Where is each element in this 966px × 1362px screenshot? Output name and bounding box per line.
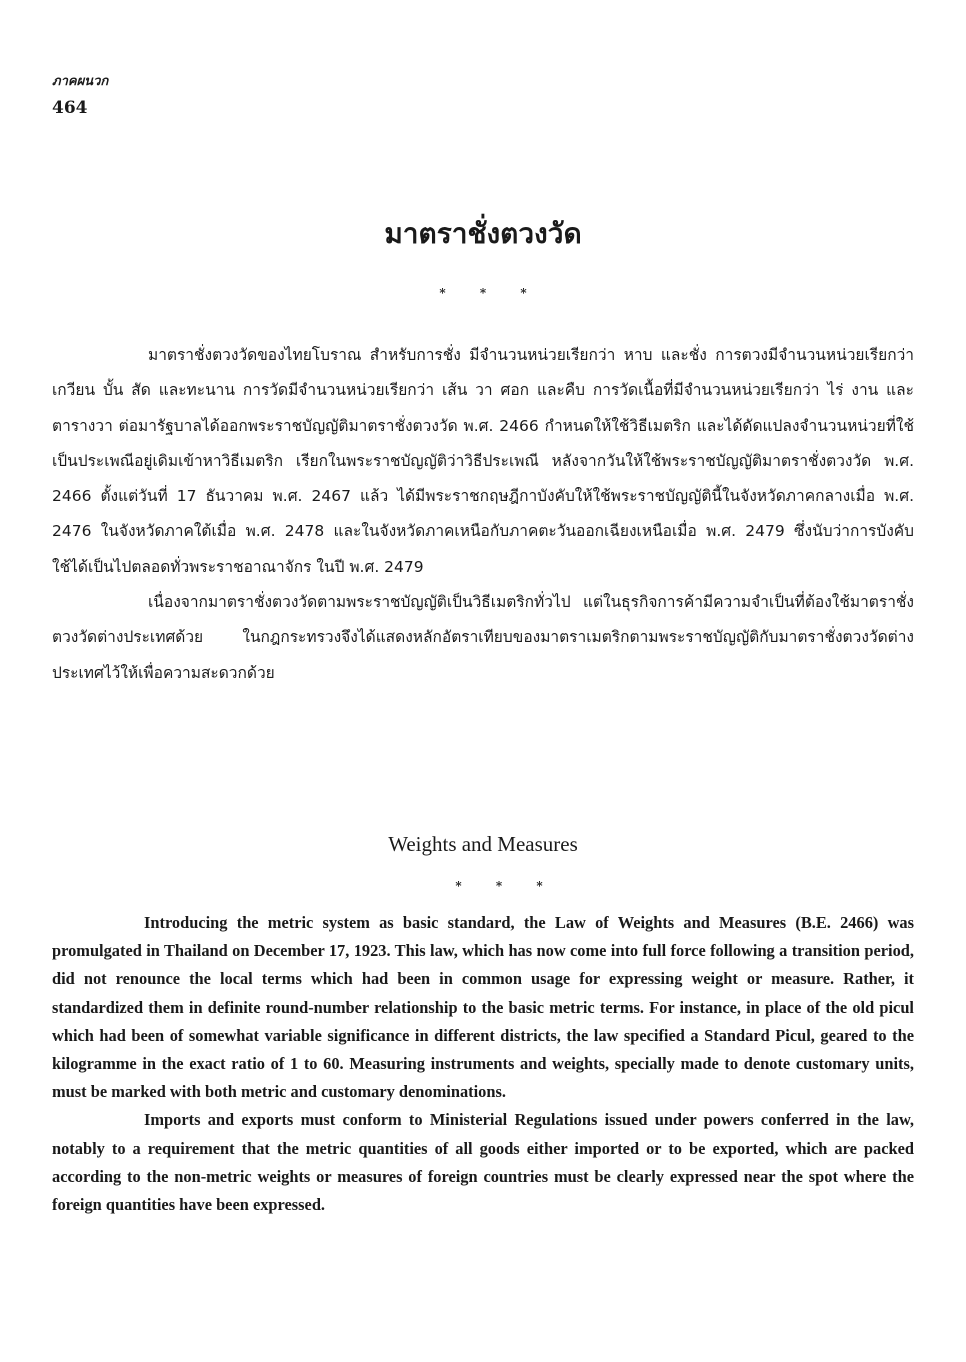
thai-body	[52, 338, 914, 691]
english-paragraph-2: Imports and exports must conform to Ministerial Regulations issued under powers conferred in the law, notably to a requirement that the metric quantities of all goods either imported or to be exported, which are packed according to the non-metric weights or measures of foreign countries must be clearly expressed near the spot where the foreign quantities have been expressed.	[52, 1110, 914, 1215]
english-paragraph-1: Introducing the metric system as basic standard, the Law of Weights and Measures (B.E. 2466) was promulgated in Thailand on December 17, 1923. This law, which has now come into full force following a transition period, did not renounce the local terms which had been in common usage for expressing weight or measure. Rather, it standardized them in definite round-number relationship to the basic metric terms. For instance, in place of the old picul which had been of somewhat variable significance in different districts, the law specified a Standard Picul, geared to the kilogramme in the exact ratio of 1 to 60. Measuring instruments and weights, specially made to denote customary units, must be marked with both metric and customary denominations.	[52, 913, 914, 1102]
english-title: Weights and Measures	[388, 832, 578, 856]
page-number: 464	[52, 98, 88, 118]
thai-paragraph-2: เนื่องจากมาตราชั่งตวงวัดตามพระราชบัญญัติเป็นวิธีเมตริกทั่วไป แต่ในธุรกิจการค้ามีความจำเป็นที่ต้องใช้มาตราชั่งตวงวัดต่างประเทศด้วย ในกฎกระทรวงจึงได้แสดงหลักอัตราเทียบของมาตราเมตริกตามพระราชบัญญัติกับมาตราชั่งตวงวัดต่างประเทศไว้ให้เพื่อความสะดวกด้วย	[52, 593, 914, 682]
thai-paragraph-1: มาตราชั่งตวงวัดของไทยโบราณ สำหรับการชั่ง มีจำนวนหน่วยเรียกว่า หาบ และชั่ง การตวงมีจำนวนหน่วยเรียกว่า เกวียน บั้น สัด และทะนาน การวัดมีจำนวนหน่วยเรียกว่า เส้น วา ศอก และคืบ การวัดเนื้อที่มีจำนวนหน่วยเรียกว่า ไร่ งาน และตารางวา ต่อมารัฐบาลได้ออกพระราชบัญญัติมาตราชั่งตวงวัด พ.ศ. 2466 กำหนดให้ใช้วิธีเมตริก และได้ดัดแปลงจำนวนหน่วยที่ใช้เป็นประเพณีอยู่เดิมเข้าหาวิธีเมตริก เรียกในพระราชบัญญัติว่าวิธีประเพณี หลังจากวันให้ใช้พระราชบัญญัติมาตราชั่งตวงวัด พ.ศ. 2466 ตั้งแต่วันที่ 17 ธันวาคม พ.ศ. 2467 แล้ว ได้มีพระราชกฤษฎีกาบังคับให้ใช้พระราชบัญญัตินี้ในจังหวัดภาคกลางเมื่อ พ.ศ. 2476 ในจังหวัดภาคใต้เมื่อ พ.ศ. 2478 และในจังหวัดภาคเหนือกับภาคตะวันออกเฉียงเหนือเมื่อ พ.ศ. 2479 ซึ่งนับว่าการบังคับใช้ได้เป็นไปตลอดทั่วพระราชอาณาจักร ในปี พ.ศ. 2479	[52, 346, 914, 576]
english-body	[52, 909, 914, 1219]
thai-separator: * * *	[439, 286, 527, 300]
english-separator: * * *	[455, 879, 543, 893]
section-label: ภาคผนวก	[52, 74, 109, 89]
thai-title: มาตราชั่งตวงวัด	[384, 217, 582, 250]
